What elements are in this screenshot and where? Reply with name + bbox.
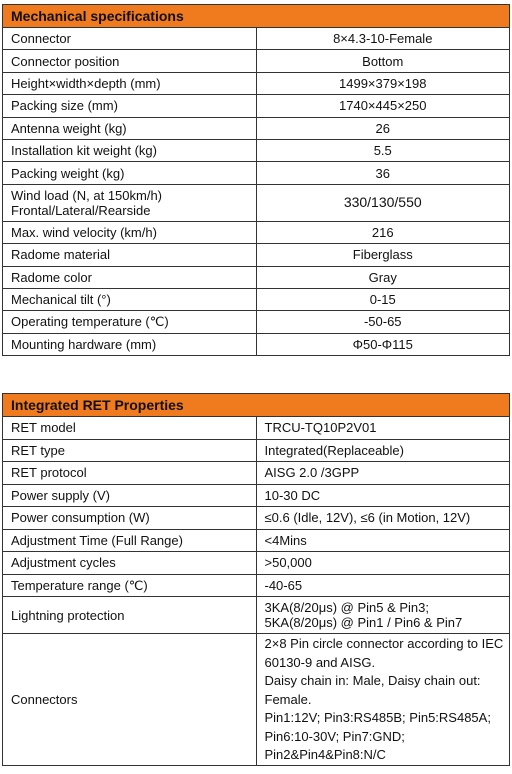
spec-value (256, 634, 510, 766)
spec-label: Power consumption (W) (3, 507, 257, 530)
spec-value-line: Pin6:10-30V; Pin7:GND; (264, 728, 405, 744)
table-row (3, 552, 510, 575)
spec-label: Temperature range (℃) (3, 574, 257, 597)
spec-value-line: Female. (264, 691, 312, 707)
spec-value-line: Daisy chain in: Male, Daisy chain out: (264, 673, 481, 688)
table-row (3, 117, 510, 139)
spec-value-line: 3KA(8/20μs) @ Pin5 & Pin3; (264, 600, 429, 615)
table-row (3, 288, 510, 310)
spec-label: Mounting hardware (mm) (3, 333, 257, 355)
spec-value-line: 2×8 Pin circle connector according to IEC (264, 636, 504, 651)
spec-label: Connectors (3, 634, 257, 766)
spec-label (3, 184, 257, 221)
spec-label: Mechanical tilt (°) (3, 288, 257, 310)
spec-label: Packing weight (kg) (3, 162, 257, 184)
spec-label-line: Wind load (N, at 150km/h) (11, 187, 163, 203)
table-row (3, 162, 510, 184)
spec-value: Gray (256, 266, 510, 288)
spec-value: 330/130/550 (256, 184, 510, 221)
spec-label: Adjustment cycles (3, 552, 257, 575)
spec-value: TRCU-TQ10P2V01 (256, 417, 510, 440)
table-row (3, 333, 510, 355)
spec-value: 8×4.3-10-Female (256, 28, 510, 50)
spec-value: ≤0.6 (Idle, 12V), ≤6 (in Motion, 12V) (256, 507, 510, 530)
spec-value: 10-30 DC (256, 484, 510, 507)
spec-value-line: 5KA(8/20μs) @ Pin1 / Pin6 & Pin7 (264, 615, 463, 630)
table-row (3, 244, 510, 266)
spec-value-line: 60130-9 and AISG. (264, 654, 376, 670)
spec-value: 216 (256, 221, 510, 243)
table-row (3, 28, 510, 50)
table-row (3, 95, 510, 117)
spec-value: 5.5 (256, 139, 510, 161)
table-row (3, 184, 510, 221)
spec-label-line: Frontal/Lateral/Rearside (11, 202, 151, 218)
spec-value: AISG 2.0 /3GPP (256, 462, 510, 485)
spec-label: Power supply (V) (3, 484, 257, 507)
spec-label: Connector (3, 28, 257, 50)
spec-value: Fiberglass (256, 244, 510, 266)
spec-label: Max. wind velocity (km/h) (3, 221, 257, 243)
spec-value-line: Pin2&Pin4&Pin8:N/C (264, 747, 386, 762)
spec-label: Adjustment Time (Full Range) (3, 529, 257, 552)
spec-value: 1499×379×198 (256, 72, 510, 94)
spec-value: 26 (256, 117, 510, 139)
spec-label: Height×width×depth (mm) (3, 72, 257, 94)
spec-label: Antenna weight (kg) (3, 117, 257, 139)
spec-label: Operating temperature (℃) (3, 311, 257, 333)
spec-label: RET protocol (3, 462, 257, 485)
table-row (3, 597, 510, 634)
spec-value: Integrated(Replaceable) (256, 439, 510, 462)
spec-value (256, 597, 510, 634)
table-row (3, 507, 510, 530)
table-row (3, 439, 510, 462)
table-row (3, 50, 510, 72)
spec-label: Lightning protection (3, 597, 257, 634)
spec-value: 0-15 (256, 288, 510, 310)
spec-label: Radome material (3, 244, 257, 266)
table-row (3, 529, 510, 552)
mechanical-section-title: Mechanical specifications (3, 5, 510, 28)
spec-value: -50-65 (256, 311, 510, 333)
table-row (3, 266, 510, 288)
spec-label: RET model (3, 417, 257, 440)
spec-label: Packing size (mm) (3, 95, 257, 117)
table-row (3, 417, 510, 440)
spec-value: Bottom (256, 50, 510, 72)
spec-value: -40-65 (256, 574, 510, 597)
ret-properties-table (2, 393, 510, 766)
table-row (3, 221, 510, 243)
spec-value: 36 (256, 162, 510, 184)
spec-value: Φ50-Φ115 (256, 333, 510, 355)
spec-value: >50,000 (256, 552, 510, 575)
spec-label: Radome color (3, 266, 257, 288)
spec-label: RET type (3, 439, 257, 462)
spec-value-line: Pin1:12V; Pin3:RS485B; Pin5:RS485A; (264, 710, 491, 725)
spec-label: Connector position (3, 50, 257, 72)
table-row (3, 462, 510, 485)
table-row (3, 139, 510, 161)
spec-value: 1740×445×250 (256, 95, 510, 117)
spec-value: <4Mins (256, 529, 510, 552)
table-row (3, 484, 510, 507)
table-row (3, 574, 510, 597)
ret-section-title: Integrated RET Properties (3, 394, 510, 417)
spec-label: Installation kit weight (kg) (3, 139, 257, 161)
table-row (3, 311, 510, 333)
table-row (3, 634, 510, 766)
table-row (3, 72, 510, 94)
mechanical-specifications-table (2, 4, 510, 356)
